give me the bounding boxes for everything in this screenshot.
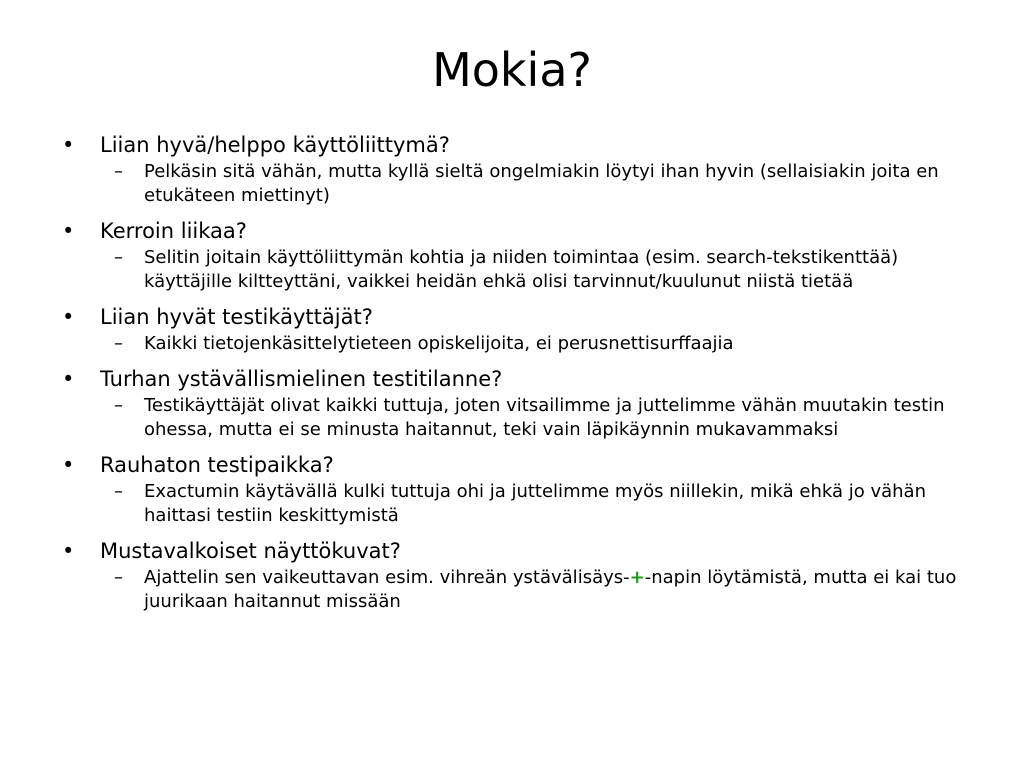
- bullet-text: Liian hyvä/helppo käyttöliittymä?: [100, 133, 450, 157]
- bullet-list: [58, 130, 978, 622]
- sub-text: [144, 566, 978, 614]
- sub-item: [114, 160, 978, 208]
- bullet-item: [58, 302, 978, 356]
- sub-text: Selitin joitain käyttöliittymän kohtia ja niiden toimintaa (esim. search-tekstikenttää) käyttäjille kiltteyttäni, vaikkei heidän ehkä olisi tarvinnut/kuulunut niistä tietää: [144, 247, 899, 292]
- green-plus-icon: +: [629, 567, 645, 588]
- bullet-icon: •: [62, 453, 75, 477]
- sub-text-after: -napin löytämistä, mutta ei kai tuo juurikaan haitannut missään: [144, 567, 957, 612]
- dash-icon: –: [114, 395, 123, 416]
- bullet-icon: •: [62, 219, 75, 243]
- dash-icon: –: [114, 333, 123, 354]
- sub-text-before: Ajattelin sen vaikeuttavan esim. vihreän ystävälisäys-: [144, 567, 630, 588]
- sub-text: Exactumin käytävällä kulki tuttuja ohi ja juttelimme myös niillekin, mikä ehkä jo vähän haittasi testiin keskittymistä: [144, 481, 926, 526]
- bullet-item: [58, 130, 978, 208]
- sub-item: [114, 566, 978, 614]
- bullet-icon: •: [62, 539, 75, 563]
- sub-list: [100, 332, 978, 356]
- bullet-text: Kerroin liikaa?: [100, 219, 247, 243]
- sub-item: [114, 480, 978, 528]
- dash-icon: –: [114, 567, 123, 588]
- bullet-item: [58, 216, 978, 294]
- sub-text: Kaikki tietojenkäsittelytieteen opiskelijoita, ei perusnettisurffaajia: [144, 333, 734, 354]
- bullet-item: [58, 450, 978, 528]
- sub-list: [100, 246, 978, 294]
- sub-text: Testikäyttäjät olivat kaikki tuttuja, joten vitsailimme ja juttelimme vähän muutakin testin ohessa, mutta ei se minusta haitannut, teki vain läpikäynnin mukavammaksi: [144, 395, 945, 440]
- sub-list: [100, 394, 978, 442]
- bullet-icon: •: [62, 305, 75, 329]
- bullet-text: Liian hyvät testikäyttäjät?: [100, 305, 373, 329]
- dash-icon: –: [114, 161, 123, 182]
- sub-text: Pelkäsin sitä vähän, mutta kyllä sieltä ongelmiakin löytyi ihan hyvin (sellaisiakin joita en etukäteen miettinyt): [144, 161, 939, 206]
- bullet-item: [58, 536, 978, 614]
- sub-list: [100, 566, 978, 614]
- sub-item: [114, 394, 978, 442]
- bullet-text: Mustavalkoiset näyttökuvat?: [100, 539, 401, 563]
- bullet-icon: •: [62, 367, 75, 391]
- bullet-item: [58, 364, 978, 442]
- sub-list: [100, 480, 978, 528]
- dash-icon: –: [114, 247, 123, 268]
- bullet-text: Rauhaton testipaikka?: [100, 453, 334, 477]
- sub-item: [114, 332, 978, 356]
- bullet-text: Turhan ystävällismielinen testitilanne?: [100, 367, 503, 391]
- sub-item: [114, 246, 978, 294]
- slide-title: Mokia?: [432, 43, 592, 97]
- bullet-icon: •: [62, 133, 75, 157]
- sub-list: [100, 160, 978, 208]
- dash-icon: –: [114, 481, 123, 502]
